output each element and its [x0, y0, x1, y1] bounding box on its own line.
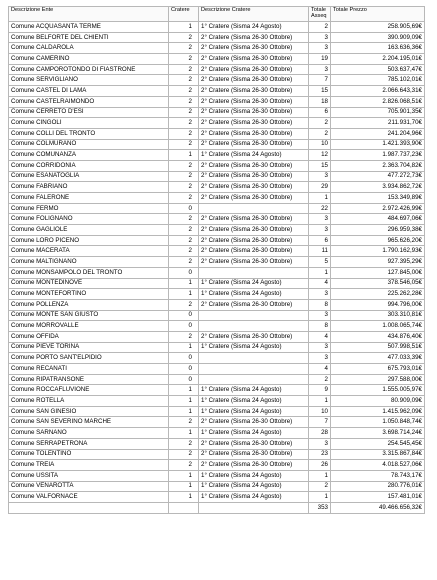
cell-cratere: 1 [169, 385, 199, 396]
cell-descrizione-ente: Comune CAMERINO [9, 54, 169, 65]
table-row [9, 118, 425, 129]
table-row [9, 203, 425, 214]
cell-totale-prezzo: 296.959,38€ [331, 225, 425, 236]
cell-cratere: 1 [169, 406, 199, 417]
cell-totale-asseq: 3 [309, 43, 331, 54]
table-row [9, 128, 425, 139]
totals-empty-cell [9, 502, 169, 513]
cell-totale-asseq: 15 [309, 160, 331, 171]
cell-totale-prezzo: 211.931,70€ [331, 118, 425, 129]
cell-cratere: 0 [169, 310, 199, 321]
cell-cratere: 1 [169, 342, 199, 353]
cell-cratere: 2 [169, 449, 199, 460]
cell-totale-asseq: 11 [309, 246, 331, 257]
table-row [9, 470, 425, 481]
cell-descrizione-ente: Comune SERRAPETRONA [9, 438, 169, 449]
cell-totale-prezzo: 4.018.527,06€ [331, 460, 425, 471]
cell-totale-prezzo: 1.050.848,74€ [331, 417, 425, 428]
cell-descrizione-ente: Comune VENAROTTA [9, 481, 169, 492]
cell-descrizione-cratere: 1° Cratere (Sisma 24 Agosto) [199, 385, 309, 396]
cell-descrizione-ente: Comune ESANATOGLIA [9, 171, 169, 182]
cell-totale-prezzo: 153.349,89€ [331, 193, 425, 204]
table-row [9, 32, 425, 43]
cell-descrizione-ente: Comune COLLI DEL TRONTO [9, 128, 169, 139]
cell-totale-prezzo: 477.272,73€ [331, 171, 425, 182]
cell-descrizione-ente: Comune LORO PICENO [9, 235, 169, 246]
cell-totale-prezzo: 78.743,17€ [331, 470, 425, 481]
table-row [9, 150, 425, 161]
cell-totale-prezzo: 163.636,36€ [331, 43, 425, 54]
cell-descrizione-ente: Comune FALERONE [9, 193, 169, 204]
cell-totale-asseq: 5 [309, 257, 331, 268]
table-row [9, 353, 425, 364]
totals-row [9, 502, 425, 513]
assignments-table [8, 6, 425, 514]
cell-totale-asseq: 19 [309, 54, 331, 65]
cell-descrizione-ente: Comune MONTE SAN GIUSTO [9, 310, 169, 321]
cell-totale-asseq: 3 [309, 64, 331, 75]
cell-descrizione-cratere: 1° Cratere (Sisma 24 Agosto) [199, 289, 309, 300]
cell-descrizione-cratere: 1° Cratere (Sisma 24 Agosto) [199, 150, 309, 161]
cell-descrizione-cratere: 2° Cratere (Sisma 26-30 Ottobre) [199, 160, 309, 171]
cell-descrizione-cratere: 2° Cratere (Sisma 26-30 Ottobre) [199, 417, 309, 428]
cell-descrizione-ente: Comune CERRETO D'ESI [9, 107, 169, 118]
cell-descrizione-cratere: 2° Cratere (Sisma 26-30 Ottobre) [199, 139, 309, 150]
cell-descrizione-ente: Comune ACQUASANTA TERME [9, 22, 169, 33]
cell-descrizione-ente: Comune RIPATRANSONE [9, 374, 169, 385]
cell-descrizione-cratere [199, 310, 309, 321]
cell-totale-asseq: 18 [309, 96, 331, 107]
cell-totale-prezzo: 507.998,51€ [331, 342, 425, 353]
cell-totale-asseq: 8 [309, 299, 331, 310]
cell-totale-asseq: 6 [309, 107, 331, 118]
cell-descrizione-ente: Comune ROCCAFLUVIONE [9, 385, 169, 396]
cell-descrizione-ente: Comune CINGOLI [9, 118, 169, 129]
cell-descrizione-ente: Comune PORTO SANT'ELPIDIO [9, 353, 169, 364]
cell-descrizione-cratere: 2° Cratere (Sisma 26-30 Ottobre) [199, 107, 309, 118]
cell-cratere: 2 [169, 128, 199, 139]
cell-descrizione-cratere [199, 267, 309, 278]
cell-totale-asseq: 2 [309, 118, 331, 129]
cell-descrizione-ente: Comune POLLENZA [9, 299, 169, 310]
cell-descrizione-ente: Comune TREIA [9, 460, 169, 471]
cell-totale-prezzo: 2.972.426,99€ [331, 203, 425, 214]
cell-totale-prezzo: 785.102,01€ [331, 75, 425, 86]
cell-totale-asseq: 4 [309, 278, 331, 289]
cell-cratere: 2 [169, 257, 199, 268]
cell-totale-asseq: 10 [309, 406, 331, 417]
cell-descrizione-ente: Comune CAMPOROTONDO DI FIASTRONE [9, 64, 169, 75]
cell-totale-prezzo: 241.204,96€ [331, 128, 425, 139]
cell-totale-prezzo: 225.262,28€ [331, 289, 425, 300]
total-asseq: 353 [309, 502, 331, 513]
table-row [9, 385, 425, 396]
cell-descrizione-ente: Comune CASTEL DI LAMA [9, 86, 169, 97]
cell-descrizione-cratere: 2° Cratere (Sisma 26-30 Ottobre) [199, 128, 309, 139]
table-row [9, 321, 425, 332]
cell-totale-asseq: 3 [309, 171, 331, 182]
cell-totale-prezzo: 1.415.962,09€ [331, 406, 425, 417]
cell-totale-asseq: 15 [309, 86, 331, 97]
cell-totale-asseq: 3 [309, 214, 331, 225]
cell-descrizione-ente: Comune USSITA [9, 470, 169, 481]
cell-totale-asseq: 3 [309, 310, 331, 321]
cell-cratere: 0 [169, 267, 199, 278]
cell-totale-asseq: 3 [309, 353, 331, 364]
header-row [9, 7, 425, 22]
cell-totale-prezzo: 3.934.862,72€ [331, 182, 425, 193]
table-row [9, 235, 425, 246]
cell-cratere: 2 [169, 64, 199, 75]
cell-totale-asseq: 2 [309, 374, 331, 385]
cell-cratere: 1 [169, 278, 199, 289]
cell-totale-prezzo: 80.909,09€ [331, 396, 425, 407]
cell-totale-asseq: 3 [309, 342, 331, 353]
cell-totale-prezzo: 503.637,47€ [331, 64, 425, 75]
cell-descrizione-cratere: 2° Cratere (Sisma 26-30 Ottobre) [199, 193, 309, 204]
cell-descrizione-cratere: 2° Cratere (Sisma 26-30 Ottobre) [199, 246, 309, 257]
cell-descrizione-cratere [199, 203, 309, 214]
table-row [9, 396, 425, 407]
cell-descrizione-cratere: 2° Cratere (Sisma 26-30 Ottobre) [199, 214, 309, 225]
cell-totale-prezzo: 390.909,09€ [331, 32, 425, 43]
table-row [9, 342, 425, 353]
cell-totale-asseq: 1 [309, 396, 331, 407]
table-row [9, 96, 425, 107]
table-row [9, 406, 425, 417]
cell-descrizione-ente: Comune SAN GINESIO [9, 406, 169, 417]
cell-totale-prezzo: 303.310,81€ [331, 310, 425, 321]
header-cratere: Cratere [169, 7, 199, 22]
cell-descrizione-ente: Comune MONTEFORTINO [9, 289, 169, 300]
totals-empty-cell [199, 502, 309, 513]
cell-cratere: 1 [169, 396, 199, 407]
cell-descrizione-ente: Comune FOLIGNANO [9, 214, 169, 225]
cell-descrizione-ente: Comune MONTEDINOVE [9, 278, 169, 289]
cell-totale-asseq: 3 [309, 289, 331, 300]
cell-totale-prezzo: 927.395,29€ [331, 257, 425, 268]
cell-totale-prezzo: 1.008.065,74€ [331, 321, 425, 332]
cell-totale-prezzo: 3.698.714,24€ [331, 428, 425, 439]
cell-cratere: 2 [169, 43, 199, 54]
cell-cratere: 1 [169, 481, 199, 492]
table-row [9, 182, 425, 193]
cell-descrizione-ente: Comune RECANATI [9, 364, 169, 375]
table-row [9, 278, 425, 289]
cell-totale-prezzo: 254.545,45€ [331, 438, 425, 449]
cell-totale-asseq: 1 [309, 470, 331, 481]
cell-totale-asseq: 10 [309, 139, 331, 150]
cell-totale-prezzo: 2.066.643,31€ [331, 86, 425, 97]
table-row [9, 331, 425, 342]
cell-totale-asseq: 1 [309, 267, 331, 278]
cell-descrizione-cratere: 2° Cratere (Sisma 26-30 Ottobre) [199, 449, 309, 460]
table-row [9, 214, 425, 225]
cell-totale-prezzo: 157.481,01€ [331, 492, 425, 503]
cell-totale-prezzo: 1.555.005,97€ [331, 385, 425, 396]
cell-descrizione-cratere: 2° Cratere (Sisma 26-30 Ottobre) [199, 299, 309, 310]
cell-cratere: 1 [169, 470, 199, 481]
cell-totale-prezzo: 705.901,35€ [331, 107, 425, 118]
cell-descrizione-cratere: 1° Cratere (Sisma 24 Agosto) [199, 428, 309, 439]
cell-cratere: 1 [169, 289, 199, 300]
cell-cratere: 1 [169, 22, 199, 33]
header-totale-asseq: Totale Asseq [309, 7, 331, 22]
cell-totale-asseq: 23 [309, 449, 331, 460]
table-row [9, 481, 425, 492]
cell-descrizione-ente: Comune FABRIANO [9, 182, 169, 193]
cell-totale-asseq: 22 [309, 203, 331, 214]
cell-cratere: 2 [169, 246, 199, 257]
cell-totale-prezzo: 1.421.393,90€ [331, 139, 425, 150]
cell-descrizione-cratere: 1° Cratere (Sisma 24 Agosto) [199, 406, 309, 417]
table-row [9, 246, 425, 257]
cell-cratere: 0 [169, 353, 199, 364]
cell-descrizione-cratere: 2° Cratere (Sisma 26-30 Ottobre) [199, 86, 309, 97]
table-row [9, 54, 425, 65]
cell-totale-asseq: 4 [309, 331, 331, 342]
cell-totale-asseq: 29 [309, 182, 331, 193]
table-row [9, 492, 425, 503]
cell-descrizione-ente: Comune COMUNANZA [9, 150, 169, 161]
header-descrizione-ente: Descrizione Ente [9, 7, 169, 22]
cell-descrizione-cratere: 2° Cratere (Sisma 26-30 Ottobre) [199, 43, 309, 54]
cell-totale-prezzo: 280.776,01€ [331, 481, 425, 492]
total-prezzo: 49.466.656,32€ [331, 502, 425, 513]
cell-totale-prezzo: 1.987.737,23€ [331, 150, 425, 161]
cell-totale-prezzo: 484.697,06€ [331, 214, 425, 225]
cell-cratere: 1 [169, 428, 199, 439]
cell-cratere: 2 [169, 32, 199, 43]
cell-cratere: 2 [169, 118, 199, 129]
table-row [9, 417, 425, 428]
cell-cratere: 2 [169, 160, 199, 171]
table-row [9, 310, 425, 321]
table-row [9, 193, 425, 204]
table-row [9, 364, 425, 375]
cell-descrizione-ente: Comune SAN SEVERINO MARCHE [9, 417, 169, 428]
cell-totale-prezzo: 2.204.195,01€ [331, 54, 425, 65]
cell-descrizione-cratere: 1° Cratere (Sisma 24 Agosto) [199, 278, 309, 289]
cell-descrizione-ente: Comune MORROVALLE [9, 321, 169, 332]
cell-descrizione-cratere [199, 364, 309, 375]
cell-totale-asseq: 7 [309, 417, 331, 428]
cell-descrizione-ente: Comune MONSAMPOLO DEL TRONTO [9, 267, 169, 278]
cell-cratere: 1 [169, 492, 199, 503]
table-row [9, 225, 425, 236]
table-row [9, 267, 425, 278]
report-sheet [8, 6, 424, 514]
cell-descrizione-cratere: 2° Cratere (Sisma 26-30 Ottobre) [199, 235, 309, 246]
cell-totale-prezzo: 3.315.867,84€ [331, 449, 425, 460]
cell-cratere: 2 [169, 235, 199, 246]
cell-descrizione-cratere: 2° Cratere (Sisma 26-30 Ottobre) [199, 54, 309, 65]
table-row [9, 289, 425, 300]
cell-descrizione-ente: Comune VALFORNACE [9, 492, 169, 503]
cell-descrizione-cratere [199, 353, 309, 364]
cell-cratere: 2 [169, 54, 199, 65]
cell-descrizione-cratere: 1° Cratere (Sisma 24 Agosto) [199, 22, 309, 33]
cell-descrizione-ente: Comune CALDAROLA [9, 43, 169, 54]
header-descrizione-cratere: Descrizione Cratere [199, 7, 309, 22]
table-row [9, 22, 425, 33]
cell-descrizione-ente: Comune MACERATA [9, 246, 169, 257]
cell-descrizione-cratere: 1° Cratere (Sisma 24 Agosto) [199, 396, 309, 407]
cell-totale-asseq: 8 [309, 321, 331, 332]
cell-descrizione-ente: Comune CASTELRAIMONDO [9, 96, 169, 107]
table-row [9, 64, 425, 75]
cell-totale-asseq: 2 [309, 128, 331, 139]
cell-totale-asseq: 6 [309, 235, 331, 246]
cell-cratere: 2 [169, 417, 199, 428]
cell-cratere: 2 [169, 331, 199, 342]
table-row [9, 43, 425, 54]
table-row [9, 139, 425, 150]
cell-totale-asseq: 26 [309, 460, 331, 471]
cell-descrizione-cratere: 1° Cratere (Sisma 24 Agosto) [199, 342, 309, 353]
cell-cratere: 0 [169, 364, 199, 375]
cell-totale-asseq: 3 [309, 438, 331, 449]
cell-cratere: 0 [169, 203, 199, 214]
cell-totale-asseq: 2 [309, 481, 331, 492]
cell-cratere: 2 [169, 460, 199, 471]
table-row [9, 428, 425, 439]
cell-cratere: 2 [169, 75, 199, 86]
cell-totale-asseq: 3 [309, 32, 331, 43]
cell-descrizione-ente: Comune MALTIGNANO [9, 257, 169, 268]
table-row [9, 460, 425, 471]
cell-descrizione-ente: Comune SARNANO [9, 428, 169, 439]
cell-totale-prezzo: 2.363.704,82€ [331, 160, 425, 171]
cell-cratere: 2 [169, 139, 199, 150]
cell-cratere: 2 [169, 214, 199, 225]
cell-cratere: 2 [169, 182, 199, 193]
cell-totale-asseq: 1 [309, 492, 331, 503]
cell-cratere: 2 [169, 86, 199, 97]
cell-cratere: 2 [169, 299, 199, 310]
cell-totale-asseq: 1 [309, 193, 331, 204]
table-row [9, 107, 425, 118]
cell-descrizione-cratere: 2° Cratere (Sisma 26-30 Ottobre) [199, 96, 309, 107]
table-row [9, 438, 425, 449]
cell-descrizione-cratere: 2° Cratere (Sisma 26-30 Ottobre) [199, 257, 309, 268]
cell-descrizione-ente: Comune ROTELLA [9, 396, 169, 407]
cell-totale-prezzo: 378.546,05€ [331, 278, 425, 289]
cell-descrizione-ente: Comune FERMO [9, 203, 169, 214]
table-row [9, 86, 425, 97]
cell-totale-asseq: 3 [309, 225, 331, 236]
table-row [9, 75, 425, 86]
cell-totale-prezzo: 434.876,40€ [331, 331, 425, 342]
cell-totale-prezzo: 258.905,69€ [331, 22, 425, 33]
table-row [9, 449, 425, 460]
cell-totale-asseq: 9 [309, 385, 331, 396]
cell-totale-asseq: 28 [309, 428, 331, 439]
cell-descrizione-cratere [199, 321, 309, 332]
cell-totale-prezzo: 994.796,00€ [331, 299, 425, 310]
cell-totale-asseq: 2 [309, 22, 331, 33]
cell-descrizione-cratere: 1° Cratere (Sisma 24 Agosto) [199, 492, 309, 503]
table-row [9, 171, 425, 182]
cell-descrizione-cratere: 2° Cratere (Sisma 26-30 Ottobre) [199, 438, 309, 449]
cell-descrizione-cratere: 2° Cratere (Sisma 26-30 Ottobre) [199, 64, 309, 75]
table-body [9, 22, 425, 503]
cell-cratere: 2 [169, 225, 199, 236]
cell-descrizione-cratere: 2° Cratere (Sisma 26-30 Ottobre) [199, 75, 309, 86]
cell-totale-prezzo: 2.826.068,51€ [331, 96, 425, 107]
cell-descrizione-cratere: 1° Cratere (Sisma 24 Agosto) [199, 470, 309, 481]
cell-descrizione-ente: Comune PIEVE TORINA [9, 342, 169, 353]
table-row [9, 299, 425, 310]
cell-descrizione-cratere: 1° Cratere (Sisma 24 Agosto) [199, 481, 309, 492]
cell-descrizione-cratere: 2° Cratere (Sisma 26-30 Ottobre) [199, 118, 309, 129]
cell-cratere: 0 [169, 321, 199, 332]
totals-empty-cell [169, 502, 199, 513]
cell-totale-prezzo: 477.033,39€ [331, 353, 425, 364]
cell-descrizione-cratere: 2° Cratere (Sisma 26-30 Ottobre) [199, 182, 309, 193]
cell-descrizione-cratere: 2° Cratere (Sisma 26-30 Ottobre) [199, 225, 309, 236]
cell-totale-prezzo: 127.845,00€ [331, 267, 425, 278]
table-row [9, 257, 425, 268]
cell-totale-prezzo: 1.790.162,93€ [331, 246, 425, 257]
cell-descrizione-ente: Comune GAGLIOLE [9, 225, 169, 236]
cell-cratere: 1 [169, 150, 199, 161]
cell-descrizione-cratere [199, 374, 309, 385]
cell-descrizione-cratere: 2° Cratere (Sisma 26-30 Ottobre) [199, 460, 309, 471]
cell-totale-prezzo: 965.626,20€ [331, 235, 425, 246]
cell-descrizione-ente: Comune COLMURANO [9, 139, 169, 150]
cell-totale-asseq: 12 [309, 150, 331, 161]
header-totale-prezzo: Totale Prezzo [331, 7, 425, 22]
cell-cratere: 2 [169, 107, 199, 118]
cell-descrizione-cratere: 2° Cratere (Sisma 26-30 Ottobre) [199, 171, 309, 182]
cell-cratere: 2 [169, 171, 199, 182]
cell-descrizione-ente: Comune CORRIDONIA [9, 160, 169, 171]
cell-descrizione-cratere: 2° Cratere (Sisma 26-30 Ottobre) [199, 32, 309, 43]
cell-cratere: 0 [169, 374, 199, 385]
cell-cratere: 2 [169, 193, 199, 204]
cell-descrizione-ente: Comune OFFIDA [9, 331, 169, 342]
cell-descrizione-ente: Comune BELFORTE DEL CHIENTI [9, 32, 169, 43]
cell-totale-asseq: 7 [309, 75, 331, 86]
cell-descrizione-ente: Comune SERVIGLIANO [9, 75, 169, 86]
table-row [9, 160, 425, 171]
cell-totale-prezzo: 297.588,00€ [331, 374, 425, 385]
cell-descrizione-ente: Comune TOLENTINO [9, 449, 169, 460]
cell-cratere: 2 [169, 438, 199, 449]
cell-totale-asseq: 4 [309, 364, 331, 375]
cell-cratere: 2 [169, 96, 199, 107]
table-row [9, 374, 425, 385]
cell-descrizione-cratere: 2° Cratere (Sisma 26-30 Ottobre) [199, 331, 309, 342]
cell-totale-prezzo: 675.793,01€ [331, 364, 425, 375]
